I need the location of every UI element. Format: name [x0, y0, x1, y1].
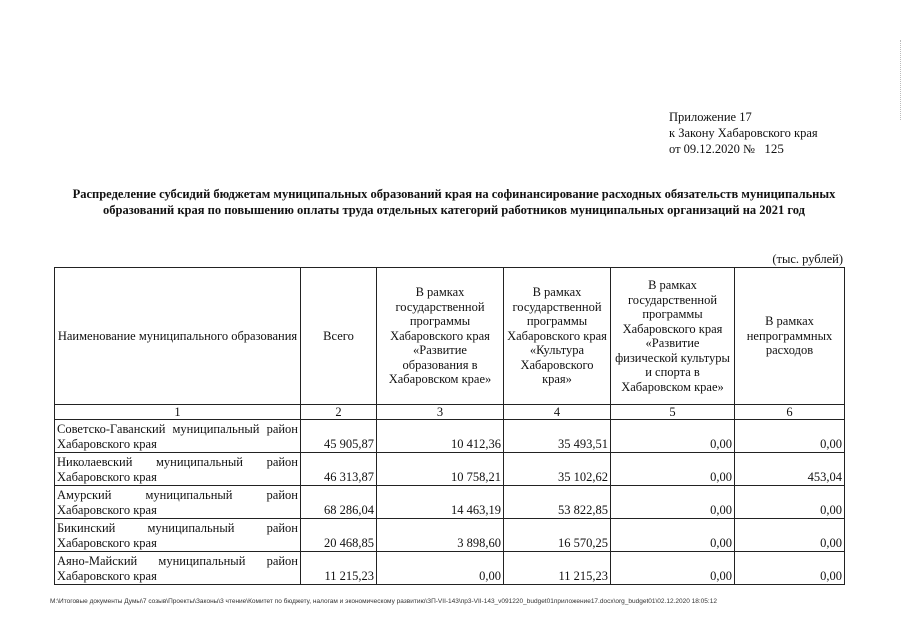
education-value: 10 412,36	[377, 420, 504, 453]
index-cell: 1	[55, 405, 301, 420]
header-total: Всего	[301, 268, 377, 405]
header-name: Наименование муниципального образования	[55, 268, 301, 405]
education-value: 14 463,19	[377, 486, 504, 519]
table-row	[55, 552, 845, 585]
culture-value: 35 493,51	[504, 420, 611, 453]
education-value: 3 898,60	[377, 519, 504, 552]
nonprogram-value: 0,00	[735, 486, 845, 519]
total-value: 11 215,23	[301, 552, 377, 585]
appendix-line-1: Приложение 17	[669, 110, 752, 124]
total-value: 45 905,87	[301, 420, 377, 453]
index-cell: 5	[611, 405, 735, 420]
header-sport: В рамках государственной программы Хабаровского края «Развитие физической культуры и спорта в Хабаровском крае»	[611, 268, 735, 405]
units-label: (тыс. рублей)	[772, 252, 843, 266]
culture-value: 53 822,85	[504, 486, 611, 519]
appendix-block	[669, 109, 818, 157]
table-row	[55, 519, 845, 552]
culture-value: 35 102,62	[504, 453, 611, 486]
subsidy-table	[54, 267, 845, 585]
index-cell: 4	[504, 405, 611, 420]
appendix-line-3	[669, 141, 818, 157]
table-row	[55, 453, 845, 486]
header-education: В рамках государственной программы Хабаровского края «Развитие образования в Хабаровском крае»	[377, 268, 504, 405]
table-row	[55, 486, 845, 519]
table-header-row	[55, 268, 845, 405]
total-value: 68 286,04	[301, 486, 377, 519]
table-row	[55, 420, 845, 453]
sport-value: 0,00	[611, 420, 735, 453]
nonprogram-value: 0,00	[735, 420, 845, 453]
appendix-number: 125	[764, 141, 784, 156]
file-path-footer: M:\Итоговые документы Думы\7 созыв\Проекты\Законы\3 чтение\Комитет по бюджету, налогам и экономическому развитию\ЗП-VII-143\пр3-VII-143_v091220_budget01приложение17.docx\org_budget01\02.12.2020 18:05:12	[50, 598, 717, 605]
sport-value: 0,00	[611, 453, 735, 486]
culture-value: 16 570,25	[504, 519, 611, 552]
index-cell: 2	[301, 405, 377, 420]
nonprogram-value: 0,00	[735, 552, 845, 585]
total-value: 46 313,87	[301, 453, 377, 486]
appendix-line-2: к Закону Хабаровского края	[669, 126, 818, 140]
nonprogram-value: 0,00	[735, 519, 845, 552]
education-value: 10 758,21	[377, 453, 504, 486]
table-index-row	[55, 405, 845, 420]
municipality-name: Советско-Гаванский муниципальный район Хабаровского края	[55, 420, 301, 453]
culture-value: 11 215,23	[504, 552, 611, 585]
appendix-date: от 09.12.2020 №	[669, 142, 755, 156]
index-cell: 3	[377, 405, 504, 420]
document-title: Распределение субсидий бюджетам муниципальных образований края на софинансирование расходных обязательств муниципальных образований края по повышению оплаты труда отдельных категорий работников муниципальных организаций на 2021 год	[72, 187, 836, 217]
header-nonprogram: В рамках непрограммных расходов	[735, 268, 845, 405]
header-culture: В рамках государственной программы Хабаровского края «Культура Хабаровского края»	[504, 268, 611, 405]
total-value: 20 468,85	[301, 519, 377, 552]
sport-value: 0,00	[611, 519, 735, 552]
municipality-name: Николаевский муниципальный район Хабаровского края	[55, 453, 301, 486]
municipality-name: Амурский муниципальный район Хабаровского края	[55, 486, 301, 519]
municipality-name: Аяно-Майский муниципальный район Хабаровского края	[55, 552, 301, 585]
education-value: 0,00	[377, 552, 504, 585]
municipality-name: Бикинский муниципальный район Хабаровского края	[55, 519, 301, 552]
sport-value: 0,00	[611, 486, 735, 519]
nonprogram-value: 453,04	[735, 453, 845, 486]
index-cell: 6	[735, 405, 845, 420]
margin-marks	[898, 40, 901, 120]
sport-value: 0,00	[611, 552, 735, 585]
